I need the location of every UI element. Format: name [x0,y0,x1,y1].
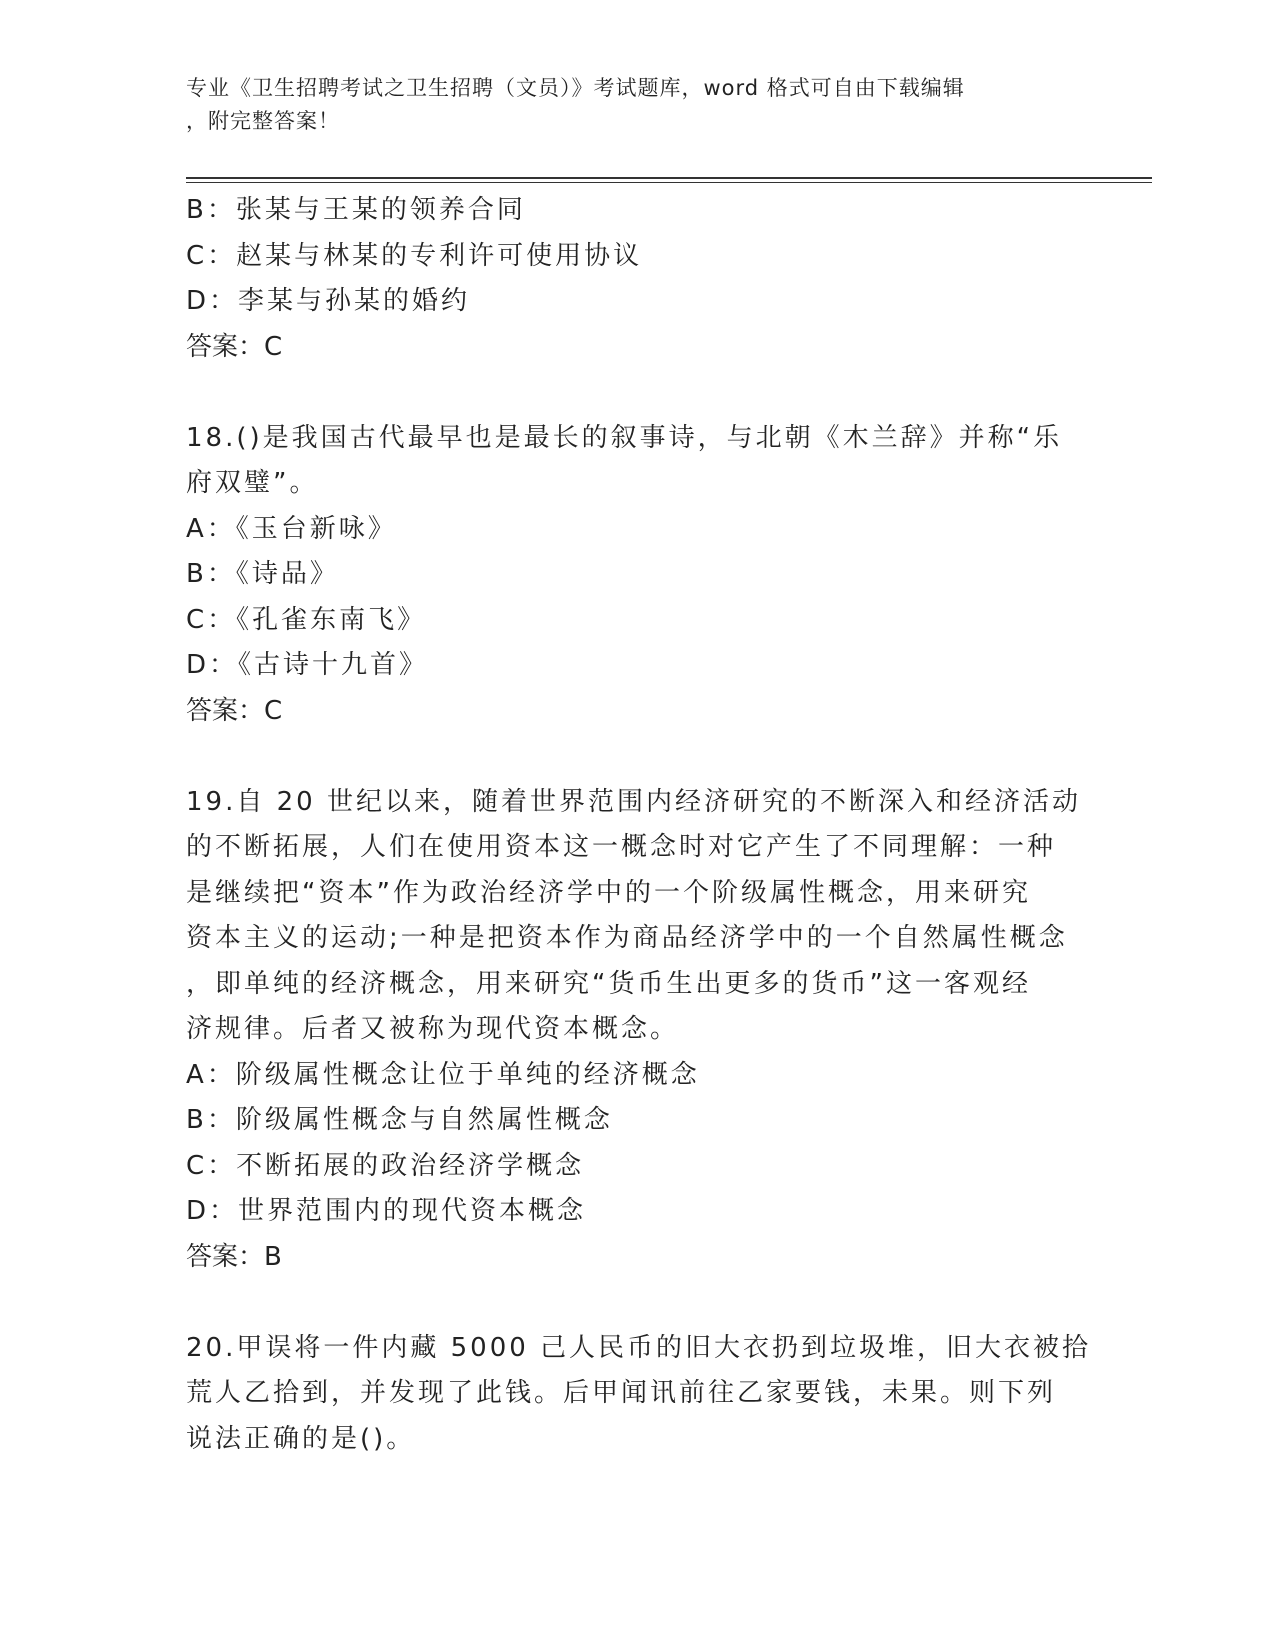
q18-stem-line-1: 18.()是我国古代最早也是最长的叙事诗，与北朝《木兰辞》并称“乐 [186,422,1063,453]
q19-stem-line-6: 济规律。后者又被称为现代资本概念。 [186,1014,680,1044]
q18-option-d: D：《古诗十九首》 [186,650,429,680]
q19-option-a: A：阶级属性概念让位于单纯的经济概念 [186,1059,700,1090]
q20-stem-line-2: 荒人乙拾到，并发现了此钱。后甲闻讯前往乙家要钱，未果。则下列 [186,1378,1057,1408]
q17-answer: 答案：C [186,331,283,362]
header-line-1: 专业《卫生招聘考试之卫生招聘（文员）》考试题库，word 格式可自由下载编辑 [186,76,965,100]
q19-stem-line-5: ，即单纯的经济概念，用来研究“货币生出更多的货币”这一客观经 [186,968,1031,999]
q17-option-b: B：张某与王某的领养合同 [186,195,526,225]
q20-stem-line-3: 说法正确的是()。 [186,1423,416,1454]
q19-option-b: B：阶级属性概念与自然属性概念 [186,1105,613,1135]
q19-stem-line-2: 的不断拓展，人们在使用资本这一概念时对它产生了不同理解：一种 [186,832,1057,862]
header-rule-thick [186,177,1152,179]
q18-answer: 答案：C [186,695,283,726]
q18-stem-line-2: 府双璧”。 [186,468,319,498]
question-content [186,188,1092,1462]
spacer [186,734,1086,780]
header-line-2: ，附完整答案！ [186,109,340,133]
q19-stem-line-4: 资本主义的运动;一种是把资本作为商品经济学中的一个自然属性概念 [186,923,1068,953]
document-header [186,72,1066,138]
header-rule-thin [186,182,1152,183]
q18-option-c: C：《孔雀东南飞》 [186,604,427,635]
q19-stem-line-1: 19.自 20 世纪以来，随着世界范围内经济研究的不断深入和经济活动 [186,786,1081,817]
q19-stem-line-3: 是继续把“资本”作为政治经济学中的一个阶级属性概念，用来研究 [186,877,1031,908]
spacer [186,1280,1086,1326]
q20-stem-line-1: 20.甲误将一件内藏 5000 己人民币的旧大衣扔到垃圾堆，旧大衣被拾 [186,1332,1092,1363]
q17-option-c: C：赵某与林某的专利许可使用协议 [186,240,643,271]
q19-option-d: D：世界范围内的现代资本概念 [186,1196,587,1226]
q18-option-a: A：《玉台新咏》 [186,513,397,544]
spacer [186,370,1086,416]
q17-option-d: D：李某与孙某的婚约 [186,286,471,316]
q19-option-c: C：不断拓展的政治经济学概念 [186,1150,585,1181]
q18-option-b: B：《诗品》 [186,559,339,589]
q19-answer: 答案：B [186,1241,282,1272]
